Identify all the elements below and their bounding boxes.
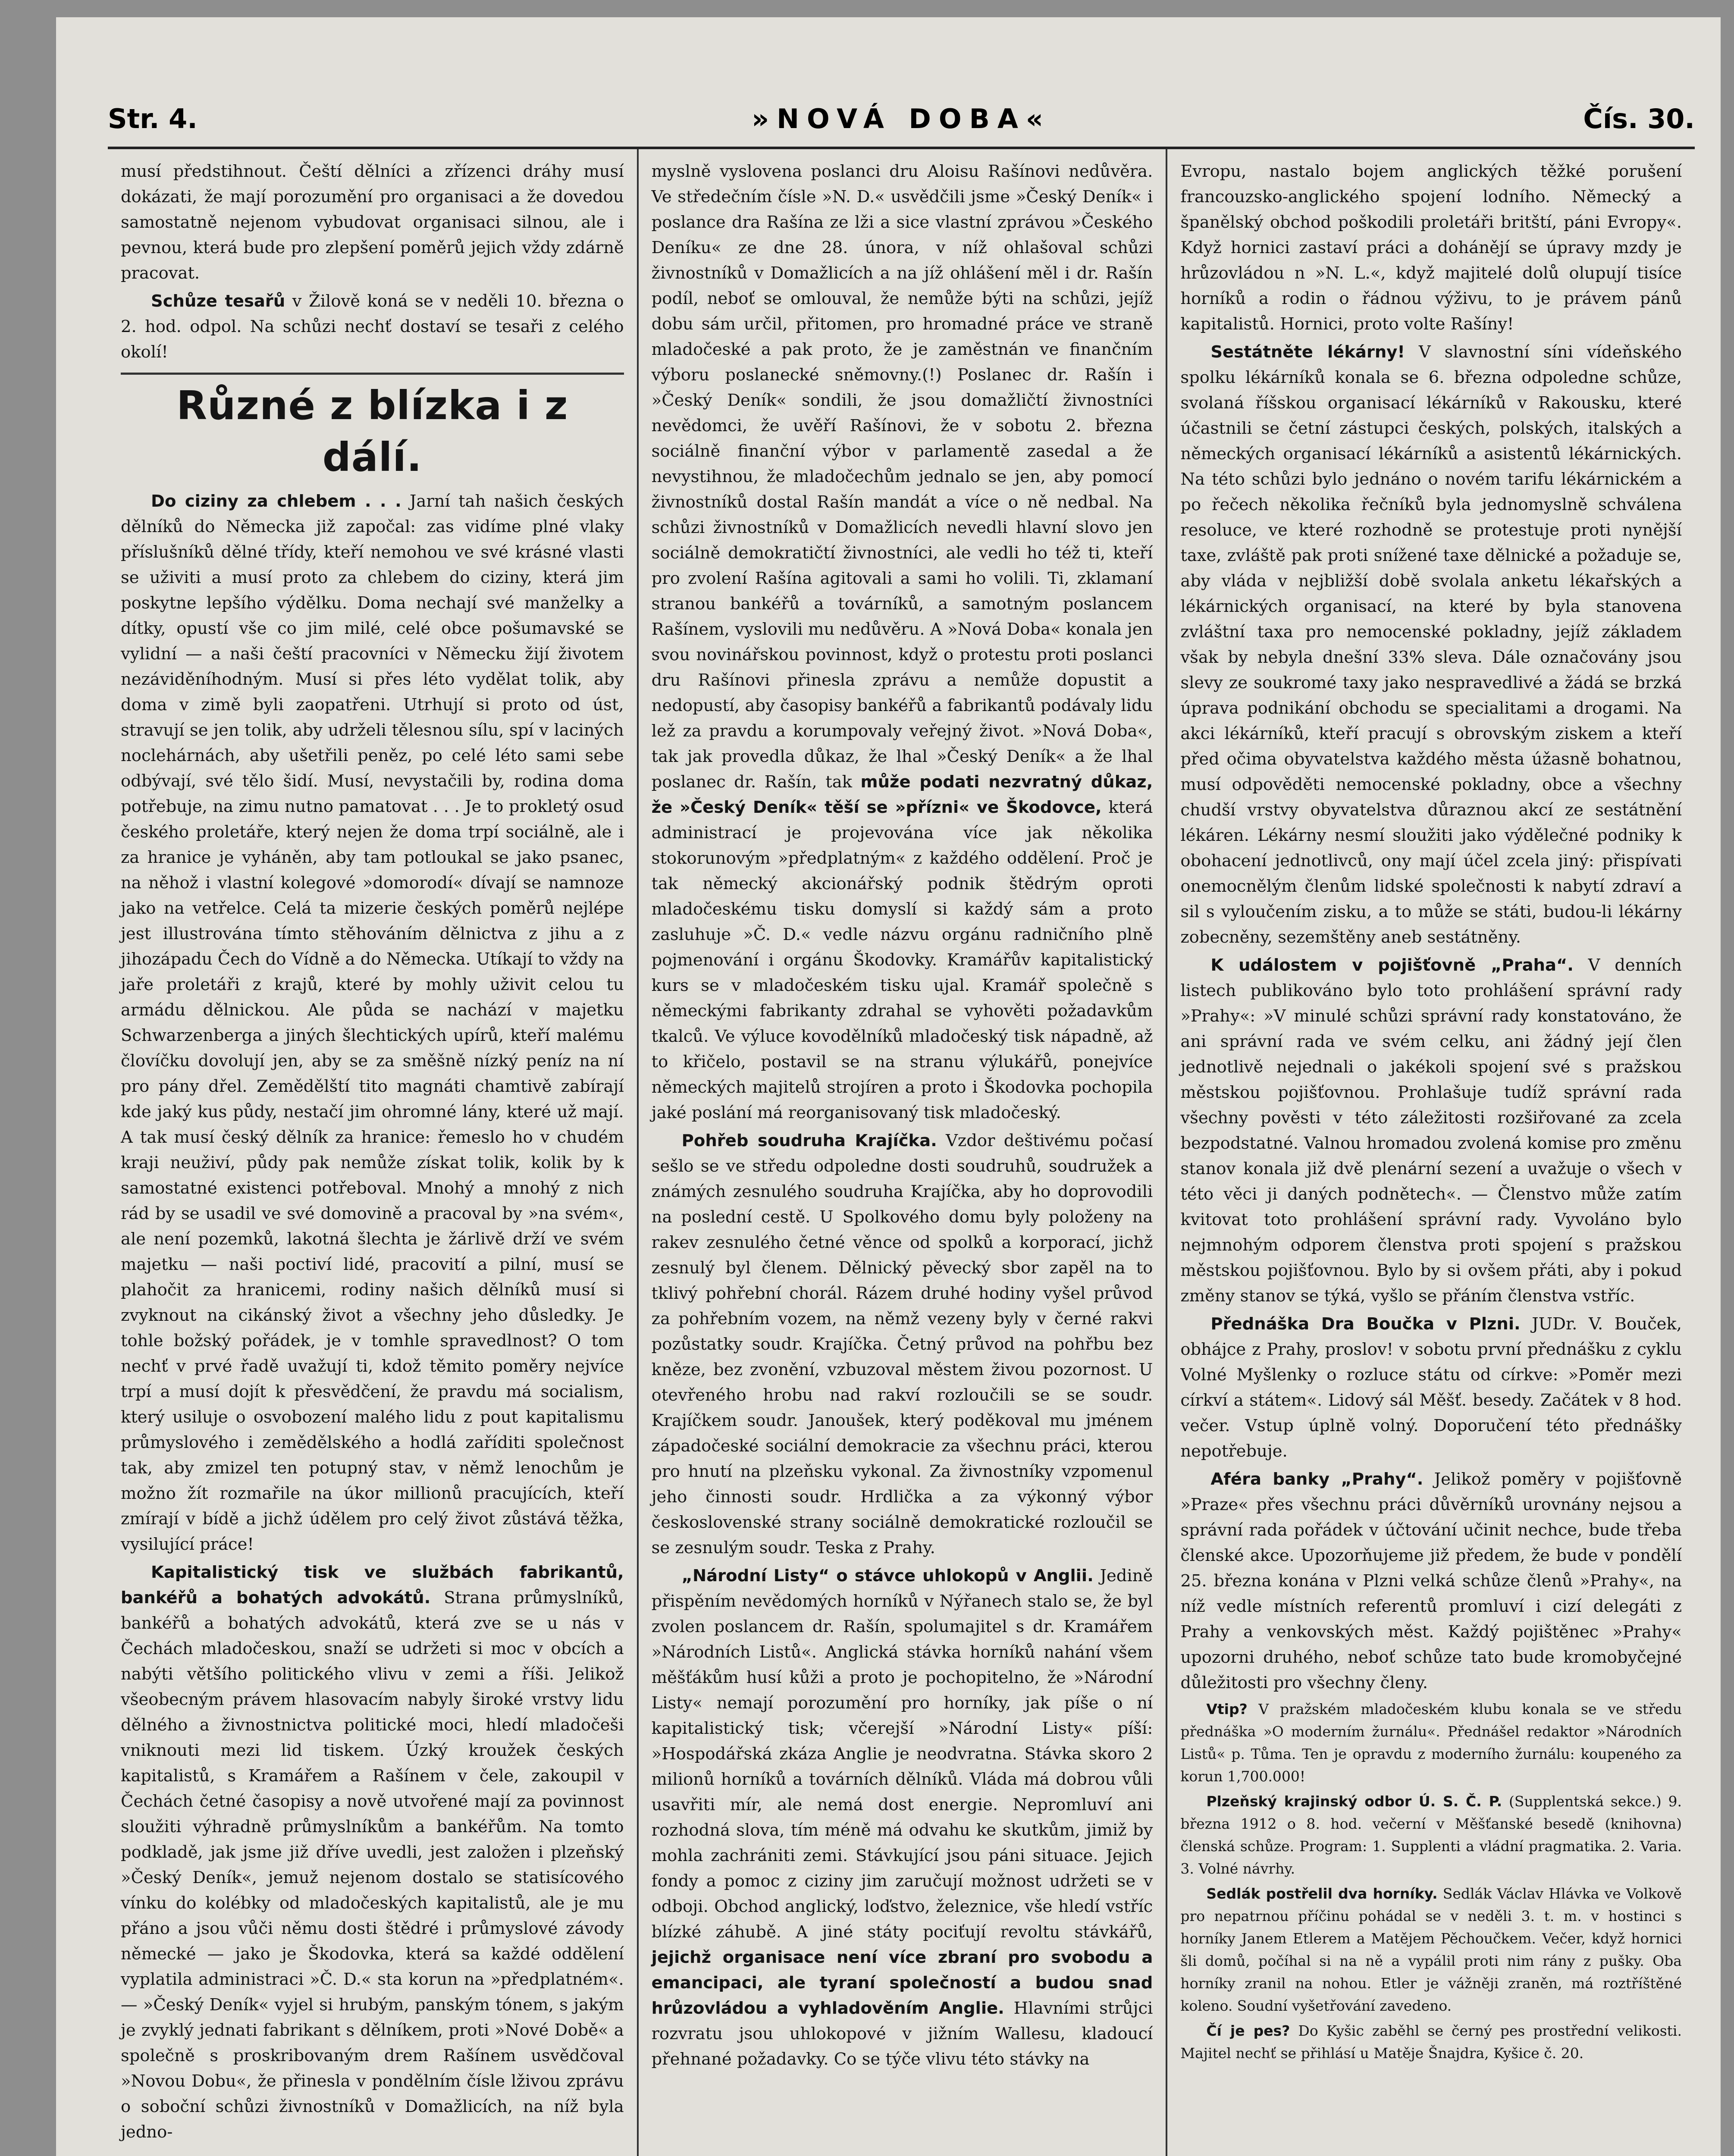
article-text: Do Kyšic zaběhl se černý pes prostřední velikosti. Majitel nechť se přihlásí u Matěje Šnajdra, Kyšice č. 20. [1180,2022,1682,2062]
article-text: myslně vyslovena poslanci dru Aloisu Rašínovi nedůvěra. Ve středečním čísle »N. D.« usvědčili jsme »Český Deník« i poslance dra Rašína ze lži a sice vlastní zprávou »Českého Deníku« ze dne 28. února, v níž ohlašoval schůzi živnostníků v Domažlicích a na jíž ohlášení měl i dr. Rašín podíl, neboť se omlouval, že nemůže býti na schůzi, jejíž dobu sám určil, přitomen, pro hromadné práce ve straně mladočeské a pak proto, že je zaměstnán ve finančním výboru poslanecké sněmovny.(!) Poslanec dr. Rašín i »Český Deník« sondili, že jsou domažličtí živnostníci nevědomci, že uvěří Rašínovi, že v sobotu 2. března sociálně finanční výbor v parlamentě zasedal a že nevystihnou, že mladočechům jednalo se jen, aby pomocí živnostníků dostal Rašín mandát a více o ně nedbal. Na schůzi živnostníků v Domažlicích nevedli hlavní slovo jen sociálně demokratičtí živnostníci, ale vedli ho též ti, kteří pro zvolení Rašína agitovali a sami ho volili. Ti, zklamaní stranou bankéřů a továrníků, a samotným poslancem Rašínem, vyslovili mu nedůvěru. A »Nová Doba« konala jen svou novinářskou povinnost, když o protestu proti poslanci dru Rašínovi přinesla zprávu a nemůže dopustit a nedopustí, aby časopisy bankéřů a fabrikantů podávaly lidu lež za pravdu a korumpovaly veřejný život. »Nová Doba«, tak jak provedla důkaz, že lhal »Český Deník« a že lhal poslanec dr. Rašín, tak [651,162,1153,792]
article-heading: Vtip? [1206,1701,1248,1717]
article-heading: K událostem v pojišťovně „Praha“. [1210,956,1574,975]
article-paragraph [652,1128,1153,1561]
article-text: (Supplentská sekce.) 9. března 1912 o 8. hod. večerní v Měšťanské besedě (knihovna) členská schůze. Program: 1. Supplenti a vládní pragmatika. 2. Varia. 3. Volné návrhy. [1180,1793,1682,1877]
article-heading: Sestátněte lékárny! [1210,342,1405,362]
newspaper-page [56,17,1721,2156]
article-emphasis: jejichž organisace není více zbraní pro svobodu a emancipaci, ale tyraní společností a budou snad hrůzovládou a vyhladověním Anglie. [651,1948,1153,2018]
column-2 [637,149,1166,2156]
article-text: Hlavními strůjci rozvratu jsou uhlokopové v jižním Wallesu, kladoucí přehnané požadavky. Co se týče vlivu této stávky na [651,1999,1153,2069]
article-text: Jelikož poměry v pojišťovně »Praze« přes všechnu práci důvěrníků urovnány nejsou a správní rada pořádek v účtování učinit nechce, bude třeba členské akce. Upozorňujeme již předem, že bude v pondělí 25. března konána v Plzni velká schůze členů »Prahy«, na níž vedle místních referentů promluví i cizí delegáti z Prahy a venkovských měst. Každý pojištěnec »Prahy« upozorni druhého, neboť schůze tato bude kromobyčejné důležitosti pro všechny členy. [1180,1470,1682,1692]
article-paragraph [1180,2020,1682,2065]
article-heading: Plzeňský krajinský odbor Ú. S. Č. P. [1206,1793,1502,1810]
article-paragraph [121,1560,624,2145]
article-text: Jarní tah našich českých dělníků do Německa již započal: zas vidíme plné vlaky příslušníků dělné třídy, kteří nemohou ve své krásné vlasti se uživiti a musí proto za chlebem do ciziny, která jim poskytne lepšího výdělku. Doma nechají své manželky a dítky, opustí vše co jim milé, celé obce pošumavské se vylidní — a naši čeští pracovníci v Německu žijí životem nezáviděníhodným. Musí si přes léto vydělat tolik, aby doma v zimě byli zaopatřeni. Utrhují si proto od úst, stravují se jen tolik, aby udrželi tělesnou sílu, spí v laciných noclehárnách, aby ušetřili peněz, po celé léto sami sebe odbývají, své tělo šidí. Musí, nevystačili by, rodina doma potřebuje, na zimu nutno pamatovat . . . Je to prokletý osud českého proletáře, který nejen že doma trpí sociálně, ale i za hranice je vyháněn, aby tam potloukal se jako psanec, na něhož i vlastní kolegové »domorodí« dívají se namnoze jako na vetřelce. Celá ta mizerie českých poměrů nejlépe jest illustrována tímto stěhováním dělnictva z jihu a z jihozápadu Čech do Vídně a do Německa. Utíkají to vždy na jaře proletáři z krajů, které by mohly uživit celou tu armádu dělnickou. Ale půda se nachází v majetku Schwarzenberga a jiných šlechtických upírů, kteří malému človíčku dovolují jen, aby se za směšně nízký peníz na ní pro pány dřel. Zemědělští tito magnáti chamtivě zabírají kde jaký kus půdy, nestačí jim ohromné lány, které už mají. A tak musí český dělník za hranice: řemeslo ho v chudém kraji neuživí, půdy pak nemůže získat tolik, kolik by k samostatné existenci potřeboval. Mnohý a mnohý z nich rád by se usadil ve své domovině a pracoval by »na svém«, ale není pozemků, lakotná šlechta je žárlivě drží ve svém majetku — naši poctiví lidé, pracovití a pilní, musí se plahočit za hranicemi, rodiny našich dělníků musí si zvyknout na cikánský život a všechny jeho důsledky. Je tohle božský pořádek, je v tomhle spravedlnost? O tom nechť v prvé řadě uvažují ti, kdož těmito poměry nejvíce trpí a musí dojít k přesvědčení, že pravdu má socialism, který usiluje o osvobození malého lidu z pout kapitalismu průmyslového i zemědělského a hodlá zaříditi společnost tak, aby zmizel ten potupný stav, v němž lenochům je možno žít rozmařile na úkor millionů pracujících, kteří zmírají v bídě a jichž údělem pro celý život zůstává těžka, vysilující práce! [121,492,624,1554]
article-text: Vzdor deštivému počasí sešlo se ve středu odpoledne dosti soudruhů, soudružek a známých zesnulého soudruha Krajíčka, aby ho doprovodili na poslední cestě. U Spolkového domu byly položeny na rakev zesnulého četné věnce od spolků a korporací, jichž zesnulý byl členem. Dělnický pěvecký sbor zapěl na to tklivý pohřební chorál. Rázem druhé hodiny vyšel průvod za pohřebním vozem, na němž vezeny byly v černé rakvi pozůstatky soudr. Krajíčka. Četný průvod na pohřbu bez kněze, bez zvonění, vzbuzoval městem živou pozornost. U otevřeného hrobu nad rakví rozloučili se se soudr. Krajíčkem soudr. Janoušek, který poděkoval mu jménem západočeské sociální demokracie za všechnu práci, kterou pro hnutí na plzeňsku vykonal. Za živnostníky vzpomenul jeho činnosti soudr. Hrdlička a za výkonný výbor československé strany sociálně demokratické rozloučil se se zesnulým soudr. Teska z Prahy. [651,1131,1153,1557]
article-paragraph [1180,1698,1682,1788]
article-text: V slavnostní síni vídeňského spolku lékárníků konala se 6. března odpoledne schůze, svolaná říšskou organisací lékárníků v Rakousku, které účastnili se četní zástupci českých, polských, italských a německých organisací lékárníků a asistentů lékárnických. Na této schůzi bylo jednáno o novém tarifu lékárnickém a po řečech několika řečníků byla jednomyslně schválena resoluce, ve které rozhodně se protestuje proti nynější taxe, zvláště pak proti snížené taxe dělnické a požaduje se, aby vláda v nejbližší době svolala anketu lékařských a lékárnických organisací, na které by byla stanovena zvláštní taxa pro nemocenské pokladny, jejíž základem však by nebyla dnešní 33% sleva. Dále označovány jsou slevy ze soukromé taxy jako nespravedlivé a žádá se brzká úprava podnikání obchodu se specialitami a drogami. Na akci lékárníků, kteří pracují s obrovským ziskem a kteří před očima obyvatelstva každého města úžasně bohatnou, musí odpověděti nemocenské pokladny, obce a všechny chudší vrstvy obyvatelstva důraznou akcí ze sestátnění lékáren. Lékárny nesmí sloužiti jako výdělečné podniky k obohacení jednotlivců, ony mají účel zcela jiný: přispívati onemocnělým členům lidské společnosti k nabytí zdraví a sil s vyloučením zisku, a to může se státi, budou-li lékárny zobecněny, sezemštěny aneb sestátněny. [1180,342,1682,947]
article-columns [108,149,1695,2156]
section-divider [121,373,624,375]
article-paragraph [121,489,624,1557]
issue-number: Čís. 30. [1583,103,1695,135]
article-emphasis: může podati nezvratný důkaz, že »Český Deník« těší se »přízni« ve Škodovce, [651,772,1153,817]
article-paragraph [1180,1883,1682,2017]
masthead: »NOVÁ DOBA« [752,103,1051,135]
article-text: JUDr. V. Bouček, obhájce z Prahy, proslov! v sobotu první přednášku z cyklu Volné Myšlenky o rozluce státu od církve: »Poměr mezi církví a státem«. Lidový sál Měšť. besedy. Začátek v 8 hod. večer. Vstup úplně volný. Doporučení této přednášky nepotřebuje. [1180,1314,1682,1461]
article-heading: Sedlák postřelil dva horníky. [1206,1885,1438,1902]
article-heading: Čí je pes? [1206,2022,1290,2039]
article-paragraph [652,159,1153,1125]
article-paragraph [1180,1311,1682,1464]
article-paragraph [652,1563,1153,2072]
article-paragraph: musí předstihnout. Čeští dělníci a zřízenci dráhy musí dokázati, že mají porozumění pro organisaci a že dovedou samostatně nejenom vybudovat organisaci silnou, ale i pevnou, která bude pro zlepšení poměrů jejich vždy zdárně pracovat. [121,162,624,283]
page-header [108,17,1695,149]
article-paragraph [1180,339,1682,950]
article-paragraph [1180,953,1682,1309]
article-heading: Kapitalistický tisk ve službách fabrikantů, bankéřů a bohatých advokátů. [121,1563,624,1608]
article-heading: „Národní Listy“ o stávce uhlokopů v Anglii. [681,1566,1094,1586]
article-paragraph: Evropu, nastalo bojem anglických těžké porušení francouzsko-anglického spojení lodního. Německý a španělský obchod poškodili proletáři britští, páni Evropy«. Když hornici zastaví práci a dohánějí se úpravy mzdy je hrůzovládou n »N. L.«, když majitelé dolů olupují tisíce horníků a rodin o řádnou výživu, to je právem pánů kapitalistů. Hornici, proto volte Rašíny! [1180,162,1682,334]
article-heading: Pohřeb soudruha Krajíčka. [681,1131,937,1150]
article-paragraph [1180,1467,1682,1695]
article-text: Strana průmyslníků, bankéřů a bohatých advokátů, která zve se u nás v Čechách mladočeskou, snaží se udržeti si moc v obcích a nabýti většího politického vlivu v zemi a říši. Jelikož všeobecným právem hlasovacím nabyly široké vrstvy lidu dělného a živnostnictva politické moci, hledí mladočeši vniknouti mezi lid tiskem. Úzký kroužek českých kapitalistů, s Kramářem a Rašínem v čele, zakoupil v Čechách četné časopisy a nově utvořené mají za povinnost sloužiti výhradně průmyslníkům a bankéřům. Na tomto podkladě, jak jsme již dříve uvedli, jest založen i plzeňský »Český Deník«, jemuž nejenom dostalo se statisícového vínku do kolébky od mladočeských kapitalistů, ale je mu přáno a jsou vůči němu dosti štědré i průmyslové závody německé — jako je Škodovka, která sa každé oddělení vyplatila administraci »Č. D.« sta korun na »předplatném«. — »Český Deník« vyjel si hrubým, panským tónem, s jakým je zvyklý jednati fabrikant s dělníkem, proti »Nové Době« a společně s proskribovaným drem Rašínem usvědčoval »Novou Dobu«, že přinesla v pondělním čísle lživou zprávu o soboční schůzi živnostníků v Domažlicích, na níž byla jedno- [121,1588,624,2142]
article-text: v Žilově koná se v neděli 10. března o 2. hod. odpol. Na schůzi nechť dostaví se tesaři z celého okolí! [121,291,624,362]
article-heading: Aféra banky „Prahy“. [1210,1470,1424,1489]
column-3 [1166,149,1695,2156]
column-1 [108,149,637,2156]
article-text: V pražském mladočeském klubu konala se ve středu přednáška »O moderním žurnálu«. Přednášel redaktor »Národních Listů« p. Tůma. Ten je opravdu z moderního žurnálu: koupeného za korun 1,700.000! [1180,1701,1682,1785]
short-notices [1180,1698,1682,2065]
article-paragraph [1180,1790,1682,1880]
article-text: Jedině přispěním nevědomých horníků v Nýřanech stalo se, že byl zvolen poslancem dr. Rašín, spolumajitel s dr. Kramářem »Národních Listů«. Anglická stávka horníků nahání všem měšťákům husí kůži a proto je pochopitelno, že »Národní Listy« nemají porozumění pro horníky, jak píše o ní kapitalistický tisk; včerejší »Národní Listy« píší: »Hospodářská zkáza Anglie je neodvratna. Stávka skoro 2 milionů horníků a továrních dělníků. Vláda má dobrou vůli usavřiti mír, ale nemá dost energie. Nepromluví ani rozhodná slova, tím méně má odvahu ke skutkům, jimiž by mohla zachrániti zemi. Stávkující jsou páni situace. Jejich fondy a pomoc z ciziny jim zaručují možnost udržeti se v odboji. Obchod anglický, loďstvo, železnice, vše hledí vstříc blízké záhubě. A jiné státy pociťují revoltu stávkářů, [651,1566,1153,1942]
article-text: která administrací je projevována více jak několika stokorunovým »předplatným« z každého oddělení. Proč je tak německý akcionářský podnik štědrým oproti mladočeskému tisku domyslí si každý sám a proto zasluhuje »Č. D.« vedle názvu orgánu radničního plně pojmenování i orgánu Škodovky. Kramářův kapitalistický kurs se v mladočeském tisku ujal. Kramář společně s německými fabrikanty zdrahal se vyhověti požadavkům tkalců. Ve výluce kovodělníků mladočeský tisk nápadně, až to křičelo, postavil se na stranu výlukářů, ponejvíce německých majitelů strojíren a proto i Škodovka pochopila jaké poslání má reorganisovaný tisk mladočeský. [651,798,1153,1122]
article-heading: Přednáška Dra Boučka v Plzni. [1210,1314,1521,1334]
page-number: Str. 4. [108,103,198,135]
section-title: Různé z blízka i z dálí. [176,382,568,480]
article-heading: Schůze tesařů [151,291,285,311]
article-text: V denních listech publikováno bylo toto prohlášení správní rady »Prahy«: »V minulé schůzi správní rady konstatováno, že ani správní rada ve svém celku, ani žádný její člen jednotlivě nejednali o jakékoli spojení své s pražskou městskou pojišťovnou. Prohlašuje tudíž správní rada všechny pověsti v této záležitosti rozšiřované za zcela bezpodstatné. Valnou hromadou zvolená komise pro změnu stanov konala již dvě plenární sezení a uvažuje o všech v této věci ji daných podnětech«. — Členstvo může zatím kvitovat toto prohlášení správní rady. Vyvoláno bylo nejmnohým odporem členstva proti spojení s pražskou městskou pojišťovnou. Bylo by si ovšem přáti, aby i pokud změny stanov se týká, vyšlo se přáním členstva vstříc. [1180,956,1682,1306]
article-text: Sedlák Václav Hlávka ve Volkově pro nepatrnou příčinu pohádal se v neděli 3. t. m. v hostinci s horníky Janem Etlerem a Matějem Pěchoučkem. Večer, když hornici šli domů, počíhal si na ně a vypálil proti nim rány z pušky. Oba horníky zranil na nohou. Etler je vážněji zraněn, má roztříštěné koleno. Soudní vyšetřování zavedeno. [1180,1885,1682,2014]
article-heading: Do ciziny za chlebem . . . [151,492,401,511]
article-paragraph [121,288,624,365]
